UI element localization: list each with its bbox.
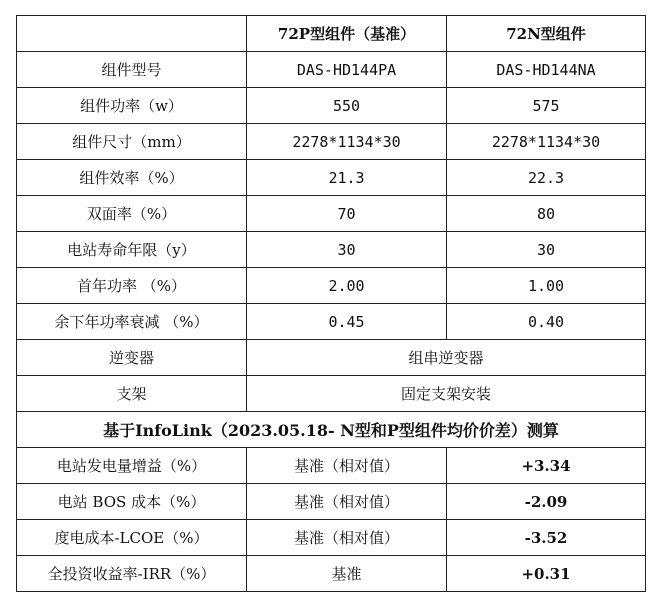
table-row: [17, 88, 646, 124]
value-72p: 基准（相对值）: [247, 484, 447, 520]
value-72p: 550: [247, 88, 447, 124]
table-row: [17, 196, 646, 232]
value-72n: 2278*1134*30: [447, 124, 646, 160]
row-label: 度电成本-LCOE（%）: [17, 520, 247, 556]
result-row: [17, 448, 646, 484]
value-72p: 70: [247, 196, 447, 232]
value-72p: 0.45: [247, 304, 447, 340]
value-72n: +3.34: [447, 448, 646, 484]
section-title-row: [17, 412, 646, 448]
row-label: 逆变器: [17, 340, 247, 376]
row-label: 余下年功率衰减 （%）: [17, 304, 247, 340]
value-72p: 2278*1134*30: [247, 124, 447, 160]
merged-value: 固定支架安装: [247, 376, 646, 412]
row-label: 组件尺寸（mm）: [17, 124, 247, 160]
row-label: 全投资收益率-IRR（%）: [17, 556, 247, 592]
result-row: [17, 484, 646, 520]
value-72n: -3.52: [447, 520, 646, 556]
row-label: 组件型号: [17, 52, 247, 88]
header-72n: 72N型组件: [447, 16, 646, 52]
header-blank-cell: [17, 16, 247, 52]
merged-row-mount: [17, 376, 646, 412]
value-72n: 575: [447, 88, 646, 124]
row-label: 支架: [17, 376, 247, 412]
value-72n: 0.40: [447, 304, 646, 340]
value-72n: 22.3: [447, 160, 646, 196]
result-row: [17, 520, 646, 556]
row-label: 组件功率（w）: [17, 88, 247, 124]
table-row: [17, 304, 646, 340]
value-72n: +0.31: [447, 556, 646, 592]
table-row: [17, 232, 646, 268]
row-label: 电站寿命年限（y）: [17, 232, 247, 268]
value-72p: DAS-HD144PA: [247, 52, 447, 88]
value-72p: 2.00: [247, 268, 447, 304]
value-72n: -2.09: [447, 484, 646, 520]
value-72p: 30: [247, 232, 447, 268]
value-72p: 21.3: [247, 160, 447, 196]
row-label: 组件效率（%）: [17, 160, 247, 196]
merged-row-inverter: [17, 340, 646, 376]
value-72p: 基准（相对值）: [247, 448, 447, 484]
header-72p: 72P型组件（基准）: [247, 16, 447, 52]
value-72n: 30: [447, 232, 646, 268]
table-row: [17, 268, 646, 304]
value-72n: DAS-HD144NA: [447, 52, 646, 88]
section-title: 基于InfoLink（2023.05.18- N型和P型组件均价价差）测算: [17, 412, 646, 448]
table-row: [17, 124, 646, 160]
merged-value: 组串逆变器: [247, 340, 646, 376]
comparison-table: [16, 15, 646, 592]
table-row: [17, 52, 646, 88]
row-label: 电站发电量增益（%）: [17, 448, 247, 484]
value-72p: 基准（相对值）: [247, 520, 447, 556]
header-row: [17, 16, 646, 52]
table-row: [17, 160, 646, 196]
row-label: 首年功率 （%）: [17, 268, 247, 304]
result-row: [17, 556, 646, 592]
row-label: 电站 BOS 成本（%）: [17, 484, 247, 520]
row-label: 双面率（%）: [17, 196, 247, 232]
value-72n: 80: [447, 196, 646, 232]
value-72p: 基准: [247, 556, 447, 592]
value-72n: 1.00: [447, 268, 646, 304]
